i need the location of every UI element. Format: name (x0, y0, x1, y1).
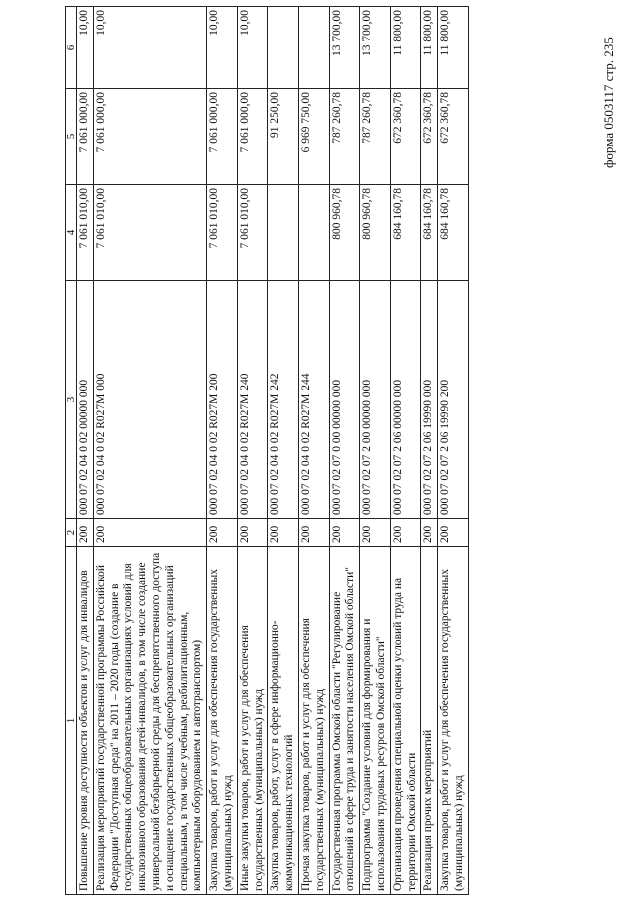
row-executed-cell: 7 061 000,00 (237, 89, 268, 185)
row-line-code-cell: 200 (421, 519, 438, 547)
row-name-cell: Реализация прочих мероприятий (421, 547, 438, 895)
row-executed-cell: 672 360,78 (421, 89, 438, 185)
row-budget-code-cell: 000 07 02 04 0 02 R027M 244 (298, 281, 329, 519)
row-approved-cell: 684 160,78 (438, 185, 469, 281)
table-row (298, 7, 329, 895)
row-unexecuted-cell (268, 7, 299, 89)
row-name-cell: Подпрограмма "Создание условий для формирования и использования трудовых ресурсов Омской области" (360, 547, 391, 895)
row-line-code-cell: 200 (268, 519, 299, 547)
row-name-cell: Закупка товаров, работ и услуг для обеспечения государственных (муниципальных) нужд (207, 547, 238, 895)
row-executed-cell: 787 260,78 (329, 89, 360, 185)
table-row (268, 7, 299, 895)
table-row (421, 7, 438, 895)
row-approved-cell: 7 061 010,00 (237, 185, 268, 281)
row-line-code-cell: 200 (237, 519, 268, 547)
row-budget-code-cell: 000 07 02 07 2 06 00000 000 (390, 281, 421, 519)
row-executed-cell: 7 061 000,00 (77, 89, 94, 185)
row-approved-cell: 7 061 010,00 (207, 185, 238, 281)
table-row (438, 7, 469, 895)
row-executed-cell: 672 360,78 (438, 89, 469, 185)
row-line-code-cell: 200 (329, 519, 360, 547)
row-line-code-cell: 200 (77, 519, 94, 547)
row-unexecuted-cell: 13 700,00 (329, 7, 360, 89)
row-budget-code-cell: 000 07 02 04 0 02 R027M 242 (268, 281, 299, 519)
row-line-code-cell: 200 (207, 519, 238, 547)
row-unexecuted-cell: 11 800,00 (421, 7, 438, 89)
row-unexecuted-cell: 10,00 (237, 7, 268, 89)
header-cell-2: 2 (66, 519, 77, 547)
table-row (360, 7, 391, 895)
row-approved-cell (298, 185, 329, 281)
budget-table (65, 6, 469, 895)
table-row (207, 7, 238, 895)
row-executed-cell: 787 260,78 (360, 89, 391, 185)
row-approved-cell: 800 960,78 (360, 185, 391, 281)
row-budget-code-cell: 000 07 02 04 0 02 R027M 000 (93, 281, 206, 519)
header-cell-5: 5 (66, 89, 77, 185)
row-approved-cell (268, 185, 299, 281)
row-budget-code-cell: 000 07 02 07 2 06 19990 200 (438, 281, 469, 519)
row-unexecuted-cell: 11 800,00 (390, 7, 421, 89)
row-unexecuted-cell (298, 7, 329, 89)
table-row (390, 7, 421, 895)
row-name-cell: Реализация мероприятий государственной программы Российской Федерации "Доступная среда" на 2011 – 2020 годы (создание в государственных общеобразовательных организациях условий для инклюзивного образования детей-инвалидов, в том числе создание универсальной безбарьерной среды для беспрепятственного доступа и оснащение государственных общеобразовательных организаций специальным, в том числе учебным, реабилитационным, компьютерным оборудованием и автотранспортом) (93, 547, 206, 895)
row-approved-cell: 7 061 010,00 (93, 185, 206, 281)
row-executed-cell: 6 969 750,00 (298, 89, 329, 185)
row-budget-code-cell: 000 07 02 07 2 06 19990 000 (421, 281, 438, 519)
row-unexecuted-cell: 10,00 (207, 7, 238, 89)
header-cell-3: 3 (66, 281, 77, 519)
row-unexecuted-cell: 11 800,00 (438, 7, 469, 89)
table-row (77, 7, 94, 895)
row-approved-cell: 684 160,78 (390, 185, 421, 281)
row-executed-cell: 91 250,00 (268, 89, 299, 185)
row-line-code-cell: 200 (390, 519, 421, 547)
row-name-cell: Повышение уровня доступности объектов и услуг для инвалидов (77, 547, 94, 895)
row-name-cell: Организация проведения специальной оценки условий труда на территории Омской области (390, 547, 421, 895)
row-budget-code-cell: 000 07 02 07 2 00 00000 000 (360, 281, 391, 519)
row-name-cell: Иные закупки товаров, работ и услуг для обеспечения государственных (муниципальных) нужд (237, 547, 268, 895)
table-row (329, 7, 360, 895)
row-budget-code-cell: 000 07 02 04 0 02 R027M 240 (237, 281, 268, 519)
row-budget-code-cell: 000 07 02 04 0 02 R027M 200 (207, 281, 238, 519)
row-unexecuted-cell: 10,00 (77, 7, 94, 89)
header-cell-4: 4 (66, 185, 77, 281)
header-row (66, 7, 77, 895)
row-line-code-cell: 200 (438, 519, 469, 547)
row-line-code-cell: 200 (360, 519, 391, 547)
row-budget-code-cell: 000 07 02 04 0 02 00000 000 (77, 281, 94, 519)
row-unexecuted-cell: 13 700,00 (360, 7, 391, 89)
header-cell-1: 1 (66, 547, 77, 895)
header-cell-6: 6 (66, 7, 77, 89)
row-approved-cell: 800 960,78 (329, 185, 360, 281)
row-line-code-cell: 200 (298, 519, 329, 547)
row-executed-cell: 7 061 000,00 (207, 89, 238, 185)
table-row (237, 7, 268, 895)
row-unexecuted-cell: 10,00 (93, 7, 206, 89)
row-name-cell: Закупка товаров, работ и услуг для обеспечения государственных (муниципальных) нужд (438, 547, 469, 895)
row-name-cell: Прочая закупка товаров, работ и услуг для обеспечения государственных (муниципальных) нужд (298, 547, 329, 895)
row-name-cell: Государственная программа Омской области "Регулирование отношений в сфере труда и занятости населения Омской области" (329, 547, 360, 895)
row-line-code-cell: 200 (93, 519, 206, 547)
row-approved-cell: 684 160,78 (421, 185, 438, 281)
table-row (93, 7, 206, 895)
row-executed-cell: 7 061 000,00 (93, 89, 206, 185)
row-approved-cell: 7 061 010,00 (77, 185, 94, 281)
row-name-cell: Закупка товаров, работ, услуг в сфере информационно-коммуникационных технологий (268, 547, 299, 895)
row-budget-code-cell: 000 07 02 07 0 00 00000 000 (329, 281, 360, 519)
row-executed-cell: 672 360,78 (390, 89, 421, 185)
form-identifier: форма 0503117 стр. 235 (601, 37, 616, 168)
